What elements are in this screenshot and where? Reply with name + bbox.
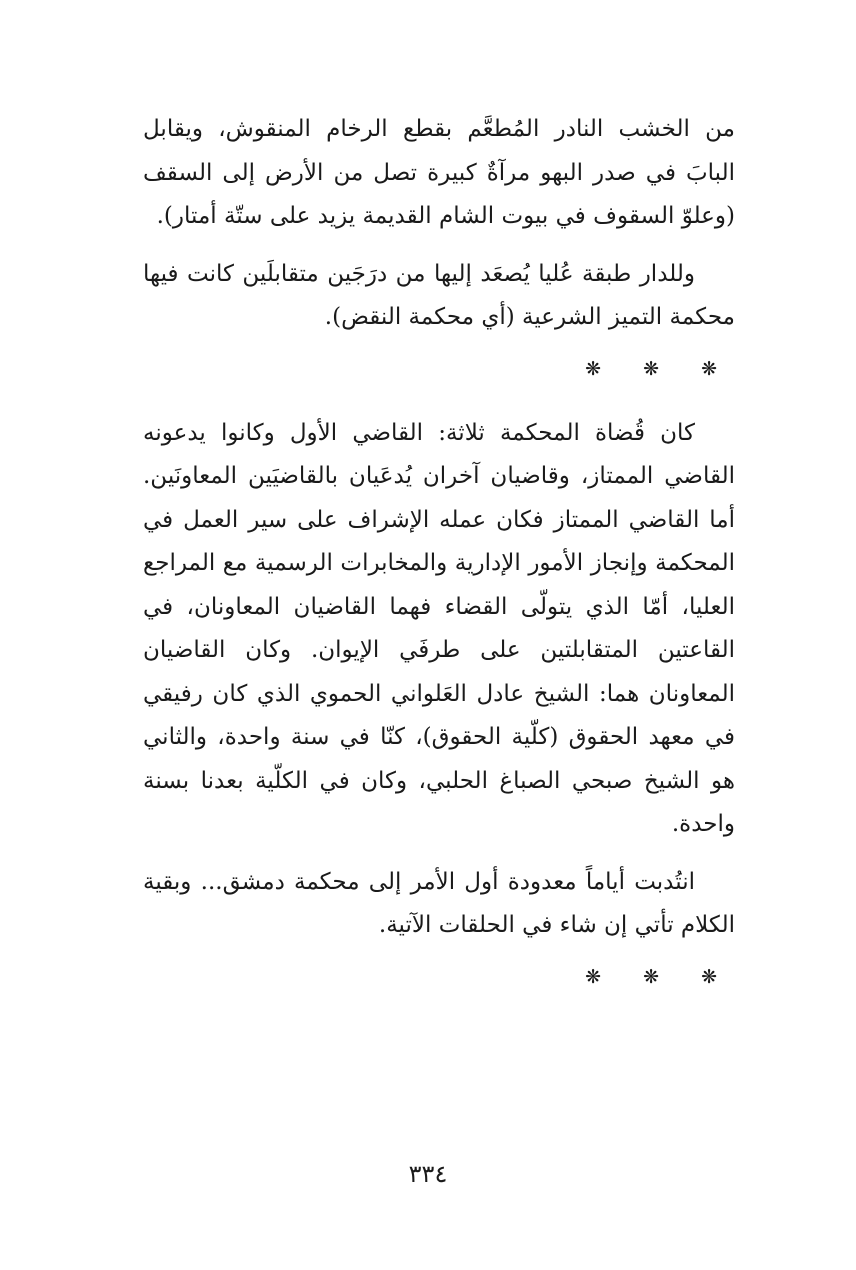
paragraph-4: انتُدبت أياماً معدودة أول الأمر إلى محكمة دمشق... وبقية الكلام تأتي إن شاء في الحلقات الآتية. — [143, 868, 735, 938]
section-separator-2: ❋ ❋ ❋ — [585, 965, 735, 988]
section-separator-1: ❋ ❋ ❋ — [585, 357, 735, 380]
page-number: ٣٣٤ — [408, 1160, 448, 1188]
body-text — [143, 108, 735, 1020]
paragraph-3: كان قُضاة المحكمة ثلاثة: القاضي الأول وكانوا يدعونه القاضي الممتاز، وقاضيان آخران يُدعَيان بالقاضيَين المعاونَين. أما القاضي الممتاز فكان عمله الإشراف على سير العمل في المحكمة وإنجاز الأمور الإدارية والمخابرات الرسمية مع المراجع العليا، أمّا الذي يتولّى القضاء فهما القاضيان المعاونان، في القاعتين المتقابلتين على طرفَي الإيوان. وكان القاضيان المعاونان هما: الشيخ عادل العَلواني الحموي الذي كان رفيقي في معهد الحقوق (كلّية الحقوق)، كنّا في سنة واحدة، والثاني هو الشيخ صبحي الصباغ الحلبي، وكان في الكلّية بعدنا بسنة واحدة. — [143, 419, 735, 837]
paragraph-gap — [143, 847, 735, 861]
paragraph-1: من الخشب النادر المُطعَّم بقطع الرخام المنقوش، ويقابل البابَ في صدر البهو مرآةٌ كبيرة تصل من الأرض إلى السقف (وعلوّ السقوف في بيوت الشام القديمة يزيد على ستّة أمتار). — [143, 116, 735, 229]
paragraph-2: وللدار طبقة عُليا يُصعَد إليها من درَجَين متقابلَين كانت فيها محكمة التميز الشرعية (أي محكمة النقض). — [143, 260, 735, 330]
paragraph-gap — [143, 239, 735, 253]
